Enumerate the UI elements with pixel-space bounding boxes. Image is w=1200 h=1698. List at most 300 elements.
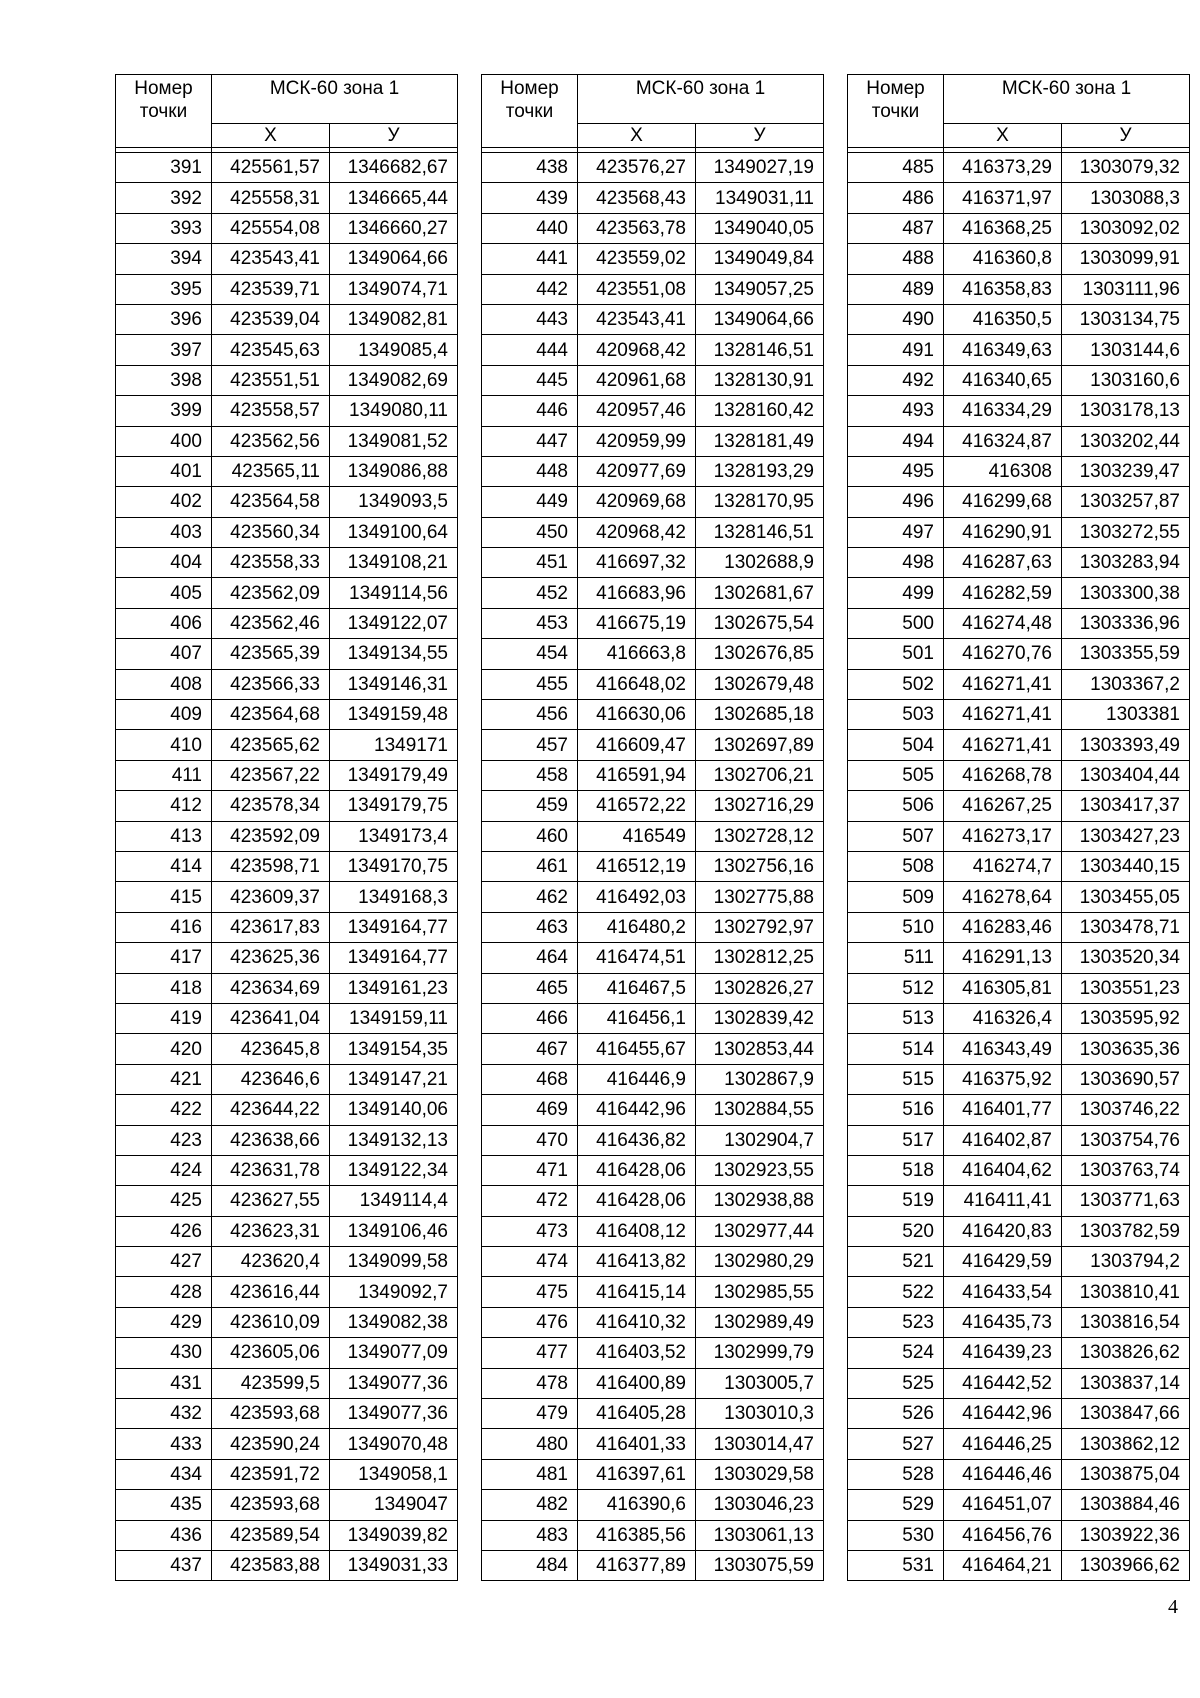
y-coordinate-cell: 1302980,29 [696,1247,824,1277]
x-coordinate-cell: 416385,56 [578,1520,696,1550]
x-coordinate-cell: 423598,71 [212,851,330,881]
point-number-cell: 393 [116,213,212,243]
x-coordinate-cell: 420969,68 [578,487,696,517]
table-row [848,578,1190,608]
x-coordinate-cell: 416549 [578,821,696,851]
point-number-cell: 415 [116,882,212,912]
y-axis-header: У [330,124,458,148]
x-coordinate-cell: 416371,97 [944,183,1062,213]
x-coordinate-cell: 423638,66 [212,1125,330,1155]
y-coordinate-cell: 1303520,34 [1062,943,1190,973]
x-coordinate-cell: 423631,78 [212,1155,330,1185]
table-row [848,365,1190,395]
y-coordinate-cell: 1303810,41 [1062,1277,1190,1307]
x-coordinate-cell: 423590,24 [212,1429,330,1459]
point-number-cell: 486 [848,183,944,213]
x-coordinate-cell: 416455,67 [578,1034,696,1064]
point-number-cell: 478 [482,1368,578,1398]
point-number-cell: 410 [116,730,212,760]
x-coordinate-cell: 425554,08 [212,213,330,243]
table-row [482,1338,824,1368]
y-coordinate-cell: 1349049,84 [696,244,824,274]
table-row [116,274,458,304]
point-number-cell: 392 [116,183,212,213]
x-coordinate-cell: 416334,29 [944,396,1062,426]
x-coordinate-cell: 416360,8 [944,244,1062,274]
point-number-cell: 440 [482,213,578,243]
table-row [848,882,1190,912]
point-number-cell: 491 [848,335,944,365]
point-number-cell: 438 [482,153,578,183]
table-row [848,1429,1190,1459]
y-coordinate-cell: 1303160,6 [1062,365,1190,395]
y-coordinate-cell: 1303478,71 [1062,912,1190,942]
x-coordinate-cell: 416467,5 [578,973,696,1003]
table-row [848,153,1190,183]
x-coordinate-cell: 416401,77 [944,1095,1062,1125]
page-number: 4 [1168,1596,1178,1618]
table-row [482,578,824,608]
y-coordinate-cell: 1328181,49 [696,426,824,456]
table-row [482,274,824,304]
table-row [116,700,458,730]
point-number-cell: 500 [848,608,944,638]
point-number-cell: 442 [482,274,578,304]
point-number-cell: 502 [848,669,944,699]
x-coordinate-cell: 423617,83 [212,912,330,942]
table-row [848,487,1190,517]
table-row [116,1247,458,1277]
y-coordinate-cell: 1302923,55 [696,1155,824,1185]
x-coordinate-cell: 416403,52 [578,1338,696,1368]
point-number-cell: 462 [482,882,578,912]
table-row [482,912,824,942]
point-number-cell: 471 [482,1155,578,1185]
x-coordinate-cell: 423565,62 [212,730,330,760]
table-row [116,487,458,517]
x-coordinate-cell: 420968,42 [578,517,696,547]
y-coordinate-cell: 1302756,16 [696,851,824,881]
point-number-cell: 424 [116,1155,212,1185]
table-row [116,1216,458,1246]
y-coordinate-cell: 1303029,58 [696,1459,824,1489]
x-coordinate-cell: 423562,09 [212,578,330,608]
point-number-cell: 519 [848,1186,944,1216]
x-coordinate-cell: 423605,06 [212,1338,330,1368]
table-row [848,1155,1190,1185]
y-coordinate-cell: 1303746,22 [1062,1095,1190,1125]
table-row [482,213,824,243]
y-coordinate-cell: 1349179,75 [330,791,458,821]
x-coordinate-cell: 416512,19 [578,851,696,881]
x-coordinate-cell: 423543,41 [212,244,330,274]
point-number-cell: 430 [116,1338,212,1368]
table-row [848,730,1190,760]
point-number-cell: 516 [848,1095,944,1125]
x-coordinate-cell: 416436,82 [578,1125,696,1155]
point-number-cell: 411 [116,760,212,790]
y-coordinate-cell: 1303088,3 [1062,183,1190,213]
table-row [116,304,458,334]
y-coordinate-cell: 1349031,33 [330,1550,458,1580]
point-number-cell: 432 [116,1399,212,1429]
point-number-cell: 469 [482,1095,578,1125]
x-coordinate-cell: 423592,09 [212,821,330,851]
y-coordinate-cell: 1303111,96 [1062,274,1190,304]
y-coordinate-cell: 1349040,05 [696,213,824,243]
point-number-cell: 488 [848,244,944,274]
y-coordinate-cell: 1303300,38 [1062,578,1190,608]
x-coordinate-cell: 416675,19 [578,608,696,638]
x-coordinate-cell: 416271,41 [944,669,1062,699]
point-number-cell: 528 [848,1459,944,1489]
point-number-cell: 474 [482,1247,578,1277]
x-coordinate-cell: 423578,34 [212,791,330,821]
table-row [848,426,1190,456]
table-row [482,1399,824,1429]
table-row [848,1399,1190,1429]
y-coordinate-cell: 1349082,81 [330,304,458,334]
y-coordinate-cell: 1303272,55 [1062,517,1190,547]
x-coordinate-cell: 423551,51 [212,365,330,395]
y-coordinate-cell: 1349058,1 [330,1459,458,1489]
table-row [848,548,1190,578]
point-number-cell: 421 [116,1064,212,1094]
y-coordinate-cell: 1303355,59 [1062,639,1190,669]
x-coordinate-cell: 416446,9 [578,1064,696,1094]
table-row [482,1307,824,1337]
point-number-cell: 412 [116,791,212,821]
x-coordinate-cell: 423599,5 [212,1368,330,1398]
point-number-cell: 443 [482,304,578,334]
table-row [482,1186,824,1216]
x-coordinate-cell: 416350,5 [944,304,1062,334]
x-coordinate-cell: 416456,1 [578,1003,696,1033]
table-row [116,1520,458,1550]
y-coordinate-cell: 1303862,12 [1062,1429,1190,1459]
y-coordinate-cell: 1302685,18 [696,700,824,730]
point-number-cell: 400 [116,426,212,456]
table-row [848,1095,1190,1125]
point-number-cell: 506 [848,791,944,821]
point-number-cell: 407 [116,639,212,669]
y-coordinate-cell: 1303367,2 [1062,669,1190,699]
x-coordinate-cell: 416267,25 [944,791,1062,821]
point-number-cell: 498 [848,548,944,578]
x-coordinate-cell: 416400,89 [578,1368,696,1398]
point-number-header: Номер точки [482,75,578,148]
table-row [116,1368,458,1398]
y-coordinate-cell: 1349039,82 [330,1520,458,1550]
y-coordinate-cell: 1302679,48 [696,669,824,699]
y-coordinate-cell: 1303014,47 [696,1429,824,1459]
table-row [116,821,458,851]
point-number-cell: 507 [848,821,944,851]
table-row [848,244,1190,274]
x-coordinate-cell: 416405,28 [578,1399,696,1429]
point-number-cell: 477 [482,1338,578,1368]
table-row [848,1003,1190,1033]
point-number-cell: 511 [848,943,944,973]
point-number-cell: 522 [848,1277,944,1307]
table-row [116,1307,458,1337]
x-coordinate-cell: 416609,47 [578,730,696,760]
point-number-cell: 499 [848,578,944,608]
x-coordinate-cell: 423616,44 [212,1277,330,1307]
x-coordinate-cell: 423564,58 [212,487,330,517]
x-coordinate-cell: 416410,32 [578,1307,696,1337]
table-row [116,851,458,881]
point-number-cell: 394 [116,244,212,274]
y-coordinate-cell: 1303595,92 [1062,1003,1190,1033]
x-coordinate-cell: 416442,96 [944,1399,1062,1429]
x-coordinate-cell: 416408,12 [578,1216,696,1246]
y-coordinate-cell: 1349106,46 [330,1216,458,1246]
point-number-cell: 403 [116,517,212,547]
y-coordinate-cell: 1349140,06 [330,1095,458,1125]
coordinates-table-3 [847,74,1190,1581]
table-row [116,1034,458,1064]
point-number-cell: 445 [482,365,578,395]
x-coordinate-cell: 423564,68 [212,700,330,730]
y-coordinate-cell: 1303794,2 [1062,1247,1190,1277]
y-coordinate-cell: 1328160,42 [696,396,824,426]
x-coordinate-cell: 416324,87 [944,426,1062,456]
y-coordinate-cell: 1349168,3 [330,882,458,912]
point-number-cell: 417 [116,943,212,973]
point-number-cell: 434 [116,1459,212,1489]
table-row [848,791,1190,821]
y-coordinate-cell: 1302675,54 [696,608,824,638]
table-row [848,1490,1190,1520]
x-coordinate-cell: 416451,07 [944,1490,1062,1520]
point-number-cell: 472 [482,1186,578,1216]
y-coordinate-cell: 1303010,3 [696,1399,824,1429]
table-row [116,1399,458,1429]
table-row [848,1338,1190,1368]
x-coordinate-cell: 416326,4 [944,1003,1062,1033]
table-row [116,1459,458,1489]
y-coordinate-cell: 1349108,21 [330,548,458,578]
y-coordinate-cell: 1303875,04 [1062,1459,1190,1489]
y-coordinate-cell: 1303404,44 [1062,760,1190,790]
x-coordinate-cell: 425558,31 [212,183,330,213]
point-number-cell: 433 [116,1429,212,1459]
table-row [116,760,458,790]
table-row [482,1429,824,1459]
y-coordinate-cell: 1302775,88 [696,882,824,912]
x-coordinate-cell: 416480,2 [578,912,696,942]
point-number-cell: 490 [848,304,944,334]
table-row [116,153,458,183]
y-coordinate-cell: 1303847,66 [1062,1399,1190,1429]
y-coordinate-cell: 1302688,9 [696,548,824,578]
coord-system-header: МСК-60 зона 1 [944,75,1190,124]
table-row [482,487,824,517]
x-coordinate-cell: 416572,22 [578,791,696,821]
point-number-cell: 420 [116,1034,212,1064]
point-number-cell: 523 [848,1307,944,1337]
table-row [116,1186,458,1216]
y-coordinate-cell: 1349134,55 [330,639,458,669]
y-coordinate-cell: 1349154,35 [330,1034,458,1064]
point-number-cell: 465 [482,973,578,1003]
x-coordinate-cell: 423568,43 [578,183,696,213]
y-coordinate-cell: 1349077,36 [330,1368,458,1398]
y-coordinate-cell: 1303440,15 [1062,851,1190,881]
table-row [482,1003,824,1033]
table-row [482,517,824,547]
table-row [848,183,1190,213]
table-row [482,669,824,699]
table-row [848,608,1190,638]
point-number-cell: 426 [116,1216,212,1246]
table-row [482,153,824,183]
point-number-cell: 435 [116,1490,212,1520]
table-row [482,548,824,578]
table-row [482,608,824,638]
x-coordinate-cell: 423545,63 [212,335,330,365]
y-coordinate-cell: 1349122,34 [330,1155,458,1185]
table-row [482,1247,824,1277]
y-coordinate-cell: 1349027,19 [696,153,824,183]
x-coordinate-cell: 416308 [944,456,1062,486]
x-coordinate-cell: 423589,54 [212,1520,330,1550]
table-row [482,973,824,1003]
y-coordinate-cell: 1303144,6 [1062,335,1190,365]
point-number-cell: 480 [482,1429,578,1459]
x-coordinate-cell: 423567,22 [212,760,330,790]
point-number-cell: 496 [848,487,944,517]
y-coordinate-cell: 1303551,23 [1062,973,1190,1003]
y-coordinate-cell: 1303134,75 [1062,304,1190,334]
y-coordinate-cell: 1303771,63 [1062,1186,1190,1216]
table-row [848,912,1190,942]
point-number-cell: 402 [116,487,212,517]
y-coordinate-cell: 1303336,96 [1062,608,1190,638]
x-coordinate-cell: 416442,96 [578,1095,696,1125]
y-coordinate-cell: 1349159,48 [330,700,458,730]
x-coordinate-cell: 416397,61 [578,1459,696,1489]
x-coordinate-cell: 416446,25 [944,1429,1062,1459]
x-coordinate-cell: 423562,56 [212,426,330,456]
x-coordinate-cell: 423634,69 [212,973,330,1003]
point-number-cell: 484 [482,1550,578,1580]
x-coordinate-cell: 423565,11 [212,456,330,486]
x-coordinate-cell: 423627,55 [212,1186,330,1216]
x-coordinate-cell: 423646,6 [212,1064,330,1094]
point-number-cell: 530 [848,1520,944,1550]
y-coordinate-cell: 1303099,91 [1062,244,1190,274]
table-row [482,760,824,790]
y-coordinate-cell: 1349081,52 [330,426,458,456]
x-axis-header: X [578,124,696,148]
x-coordinate-cell: 416271,41 [944,730,1062,760]
x-coordinate-cell: 423620,4 [212,1247,330,1277]
y-coordinate-cell: 1303837,14 [1062,1368,1190,1398]
point-number-cell: 419 [116,1003,212,1033]
table-row [848,274,1190,304]
table-row [116,1095,458,1125]
point-number-cell: 508 [848,851,944,881]
point-number-cell: 452 [482,578,578,608]
table-row [482,1490,824,1520]
point-number-cell: 467 [482,1034,578,1064]
y-axis-header: У [1062,124,1190,148]
x-coordinate-cell: 423623,31 [212,1216,330,1246]
point-number-cell: 514 [848,1034,944,1064]
y-coordinate-cell: 1303884,46 [1062,1490,1190,1520]
y-coordinate-cell: 1302839,42 [696,1003,824,1033]
x-coordinate-cell: 416291,13 [944,943,1062,973]
table-row [482,1550,824,1580]
point-number-cell: 416 [116,912,212,942]
point-number-cell: 451 [482,548,578,578]
x-coordinate-cell: 416390,6 [578,1490,696,1520]
table-row [116,456,458,486]
y-coordinate-cell: 1302853,44 [696,1034,824,1064]
point-number-cell: 401 [116,456,212,486]
y-coordinate-cell: 1349114,4 [330,1186,458,1216]
table-row [116,1003,458,1033]
table-row [116,730,458,760]
x-coordinate-cell: 416630,06 [578,700,696,730]
y-coordinate-cell: 1349085,4 [330,335,458,365]
y-coordinate-cell: 1303046,23 [696,1490,824,1520]
point-number-cell: 391 [116,153,212,183]
point-number-cell: 423 [116,1125,212,1155]
y-coordinate-cell: 1349093,5 [330,487,458,517]
table-row [482,700,824,730]
point-number-cell: 418 [116,973,212,1003]
table-row [116,517,458,547]
y-coordinate-cell: 1302867,9 [696,1064,824,1094]
y-coordinate-cell: 1302728,12 [696,821,824,851]
coord-system-header: МСК-60 зона 1 [578,75,824,124]
table-row [116,1338,458,1368]
point-number-cell: 437 [116,1550,212,1580]
x-coordinate-cell: 423565,39 [212,639,330,669]
y-coordinate-cell: 1349146,31 [330,669,458,699]
y-coordinate-cell: 1303635,36 [1062,1034,1190,1064]
point-number-cell: 513 [848,1003,944,1033]
table-row [482,1277,824,1307]
coord-system-header: МСК-60 зона 1 [212,75,458,124]
point-number-cell: 517 [848,1125,944,1155]
y-coordinate-cell: 1328146,51 [696,517,824,547]
point-number-cell: 439 [482,183,578,213]
table-row [116,578,458,608]
table-row [482,335,824,365]
point-number-cell: 520 [848,1216,944,1246]
x-coordinate-cell: 416402,87 [944,1125,1062,1155]
table-row [482,943,824,973]
y-coordinate-cell: 1346665,44 [330,183,458,213]
point-number-cell: 413 [116,821,212,851]
x-coordinate-cell: 420968,42 [578,335,696,365]
y-axis-header: У [696,124,824,148]
y-coordinate-cell: 1349057,25 [696,274,824,304]
y-coordinate-cell: 1303763,74 [1062,1155,1190,1185]
y-coordinate-cell: 1349122,07 [330,608,458,638]
y-coordinate-cell: 1349082,69 [330,365,458,395]
point-number-cell: 510 [848,912,944,942]
table-row [848,669,1190,699]
point-number-cell: 525 [848,1368,944,1398]
point-number-cell: 501 [848,639,944,669]
point-number-cell: 397 [116,335,212,365]
x-coordinate-cell: 416492,03 [578,882,696,912]
